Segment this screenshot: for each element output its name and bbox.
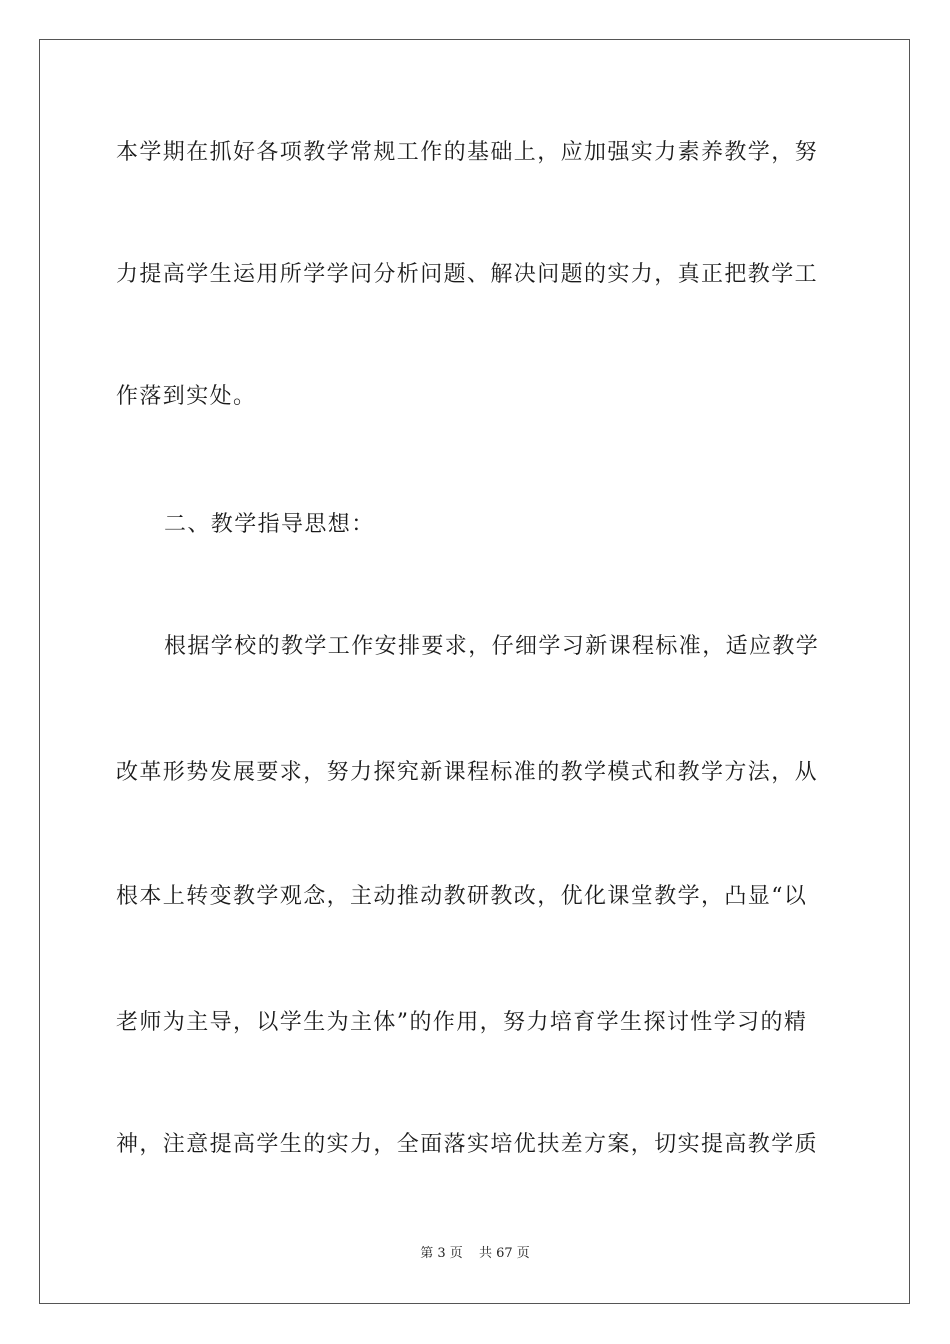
paragraph-line: 本学期在抓好各项教学常规工作的基础上，应加强实力素养教学，努 bbox=[116, 140, 819, 165]
page-border bbox=[39, 39, 910, 1304]
paragraph-line: 力提高学生运用所学学问分析问题、解决问题的实力，真正把教学工 bbox=[116, 262, 819, 287]
paragraph-line: 作落到实处。 bbox=[116, 384, 257, 409]
page-total: 共 67 页 bbox=[478, 1246, 530, 1261]
paragraph-line: 神，注意提高学生的实力，全面落实培优扶差方案，切实提高教学质 bbox=[116, 1132, 819, 1157]
section-heading: 二、教学指导思想： bbox=[164, 512, 375, 537]
page-footer bbox=[0, 1245, 950, 1263]
paragraph-line: 根据学校的教学工作安排要求，仔细学习新课程标准，适应教学 bbox=[164, 634, 820, 659]
paragraph-line: 老师为主导，以学生为主体”的作用，努力培育学生探讨性学习的精 bbox=[116, 1010, 808, 1035]
page-number: 第 3 页 bbox=[420, 1246, 463, 1261]
paragraph-line: 根本上转变教学观念，主动推动教研教改，优化课堂教学，凸显“以 bbox=[116, 884, 808, 909]
paragraph-line: 改革形势发展要求，努力探究新课程标准的教学模式和教学方法，从 bbox=[116, 760, 819, 785]
